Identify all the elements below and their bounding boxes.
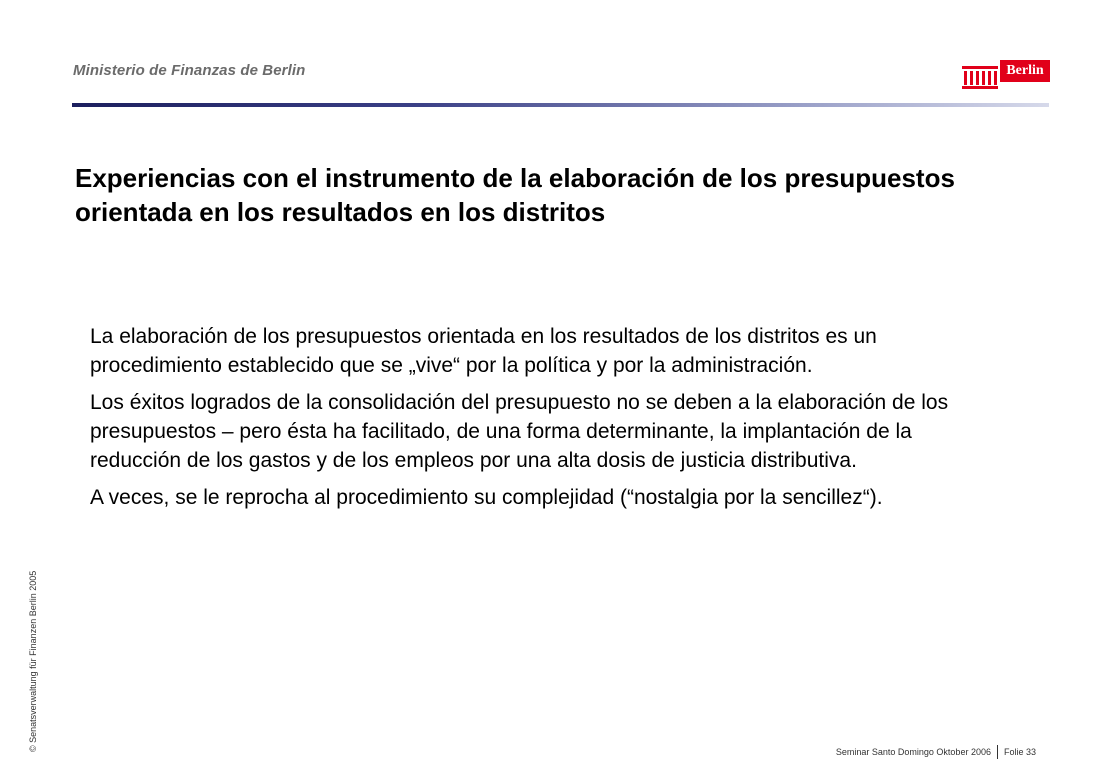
logo-text: Berlin xyxy=(1000,60,1050,82)
footer-slide-number: Folie 33 xyxy=(1003,747,1036,757)
paragraph: A veces, se le reprocha al procedimiento su complejidad (“nostalgia por la sencillez“). xyxy=(90,486,883,509)
slide-title: Experiencias con el instrumento de la elaboración de los presupuestos orientada en los resultados en los distritos xyxy=(75,163,955,227)
header-title: Ministerio de Finanzas de Berlin xyxy=(73,62,306,79)
paragraph: La elaboración de los presupuestos orientada en los resultados de los distritos es un procedimiento establecido que se „vive“ por la política y por la administración. xyxy=(90,325,877,377)
brandenburg-gate-icon xyxy=(962,66,998,90)
copyright-notice: © Senatsverwaltung für Finanzen Berlin 2005 xyxy=(28,570,38,752)
footer-event: Seminar Santo Domingo Oktober 2006 xyxy=(835,747,991,757)
footer xyxy=(836,745,1036,759)
footer-separator xyxy=(997,745,998,759)
slide-body xyxy=(90,322,980,520)
header-divider xyxy=(72,103,1049,107)
berlin-logo xyxy=(962,60,1050,90)
paragraph: Los éxitos logrados de la consolidación del presupuesto no se deben a la elaboración de los presupuestos – pero ésta ha facilitado, de una forma determinante, la implantación de la reducción de los gastos y de los empleos por una alta dosis de justicia distributiva. xyxy=(90,391,949,472)
